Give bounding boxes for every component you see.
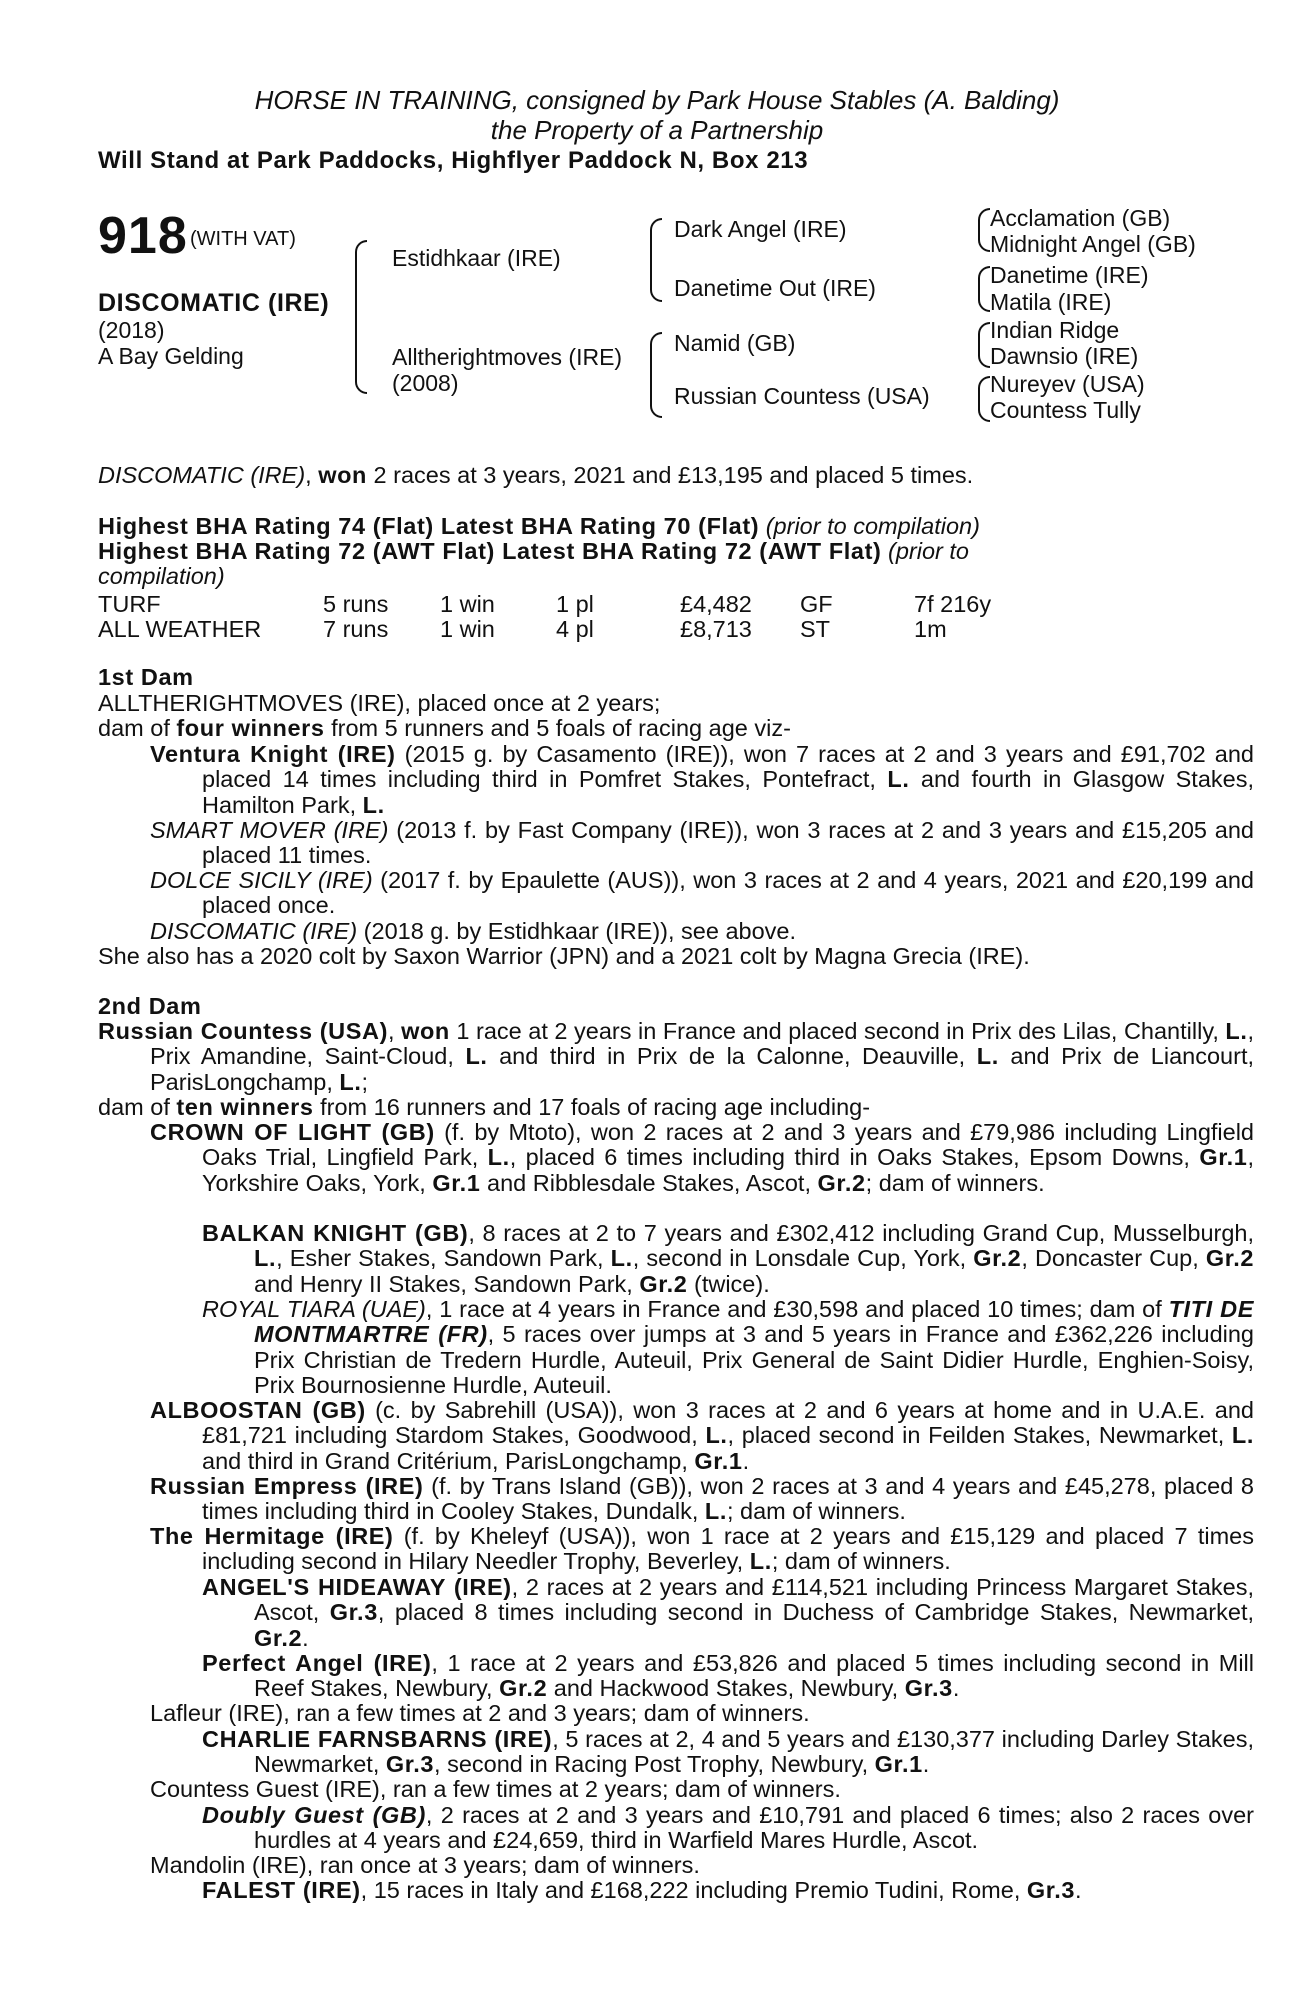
ggdam-3: Dawnsio (IRE) xyxy=(990,343,1139,369)
offspring-falest: FALEST (IRE), 15 races in Italy and £168,222 including Premio Tudini, Rome, Gr.3. xyxy=(202,1877,1082,1903)
record-going: ST xyxy=(800,616,831,642)
first-dam-line: ALLTHERIGHTMOVES (IRE), placed once at 2 years; xyxy=(98,690,661,716)
record-prize: £8,713 xyxy=(680,616,752,642)
first-dam-heading: 1st Dam xyxy=(98,664,194,690)
second-dam-russian-countess: Russian Countess (USA), won 1 race at 2 years in France and placed second in Prix des Lilas, Chantilly, L., Prix Amandine, Saint-Cloud, L. and third in Prix de la Calonne, Deauville, L. and Prix de Liancourt, ParisLongchamp, L.; xyxy=(98,1018,1255,1095)
record-prize: £4,482 xyxy=(680,591,752,617)
second-dam-heading: 2nd Dam xyxy=(98,993,202,1019)
vat-note: (WITH VAT) xyxy=(190,228,296,250)
bracket-g3 xyxy=(978,322,990,368)
record-placed: 1 pl xyxy=(556,591,594,617)
lot-number: 918 xyxy=(98,207,188,265)
bracket-g2 xyxy=(978,266,990,312)
ggdam-4: Countess Tully xyxy=(990,397,1141,423)
ggdam-1: Midnight Angel (GB) xyxy=(990,231,1196,257)
flat-rating: Highest BHA Rating 74 (Flat) Latest BHA Rating 70 (Flat) (prior to compilation) xyxy=(98,513,980,539)
record-going: GF xyxy=(800,591,833,617)
sire-dam: Danetime Out (IRE) xyxy=(674,275,876,301)
dam-sire: Namid (GB) xyxy=(674,330,796,356)
offspring-balkan-knight: BALKAN KNIGHT (GB), 8 races at 2 to 7 years and £302,412 including Grand Cup, Musselburgh, L., Esher Stakes, Sandown Park, L., second in Lonsdale Cup, York, Gr.2, Doncaster Cup, Gr.2 and Henry II Stakes, Sandown Park, Gr.2 (twice). xyxy=(202,1220,1255,1297)
bracket-g4 xyxy=(978,376,990,422)
offspring-alboostan: ALBOOSTAN (GB) (c. by Sabrehill (USA)), won 3 races at 2 and 6 years at home and in U.A.E. and £81,721 including Stardom Stakes, Goodwood, L., placed second in Feilden Stakes, Newmarket, L. and third in Grand Critérium, ParisLongchamp, Gr.1. xyxy=(150,1397,1255,1474)
offspring-discomatic: DISCOMATIC (IRE) (2018 g. by Estidhkaar (IRE)), see above. xyxy=(150,918,797,944)
dam-dam: Russian Countess (USA) xyxy=(674,383,930,409)
offspring-royal-tiara: ROYAL TIARA (UAE), 1 race at 4 years in France and £30,598 and placed 10 times; dam of TITI DE MONTMARTRE (FR), 5 races over jumps at 3 and 5 years in France and £362,226 including Prix Christian de Tredern Hurdle, Auteuil, Prix General de Saint Didier Hurdle, Enghien-Soisy, Prix Bournosienne Hurdle, Auteuil. xyxy=(202,1296,1255,1399)
bracket-g1 xyxy=(978,208,990,252)
offspring-charlie-farnsbarns: CHARLIE FARNSBARNS (IRE), 5 races at 2, 4 and 5 years and £130,377 including Darley Stakes, Newmarket, Gr.3, second in Racing Post Trophy, Newbury, Gr.1. xyxy=(202,1726,1255,1778)
record-wins: 1 win xyxy=(440,591,495,617)
offspring-lafleur: Lafleur (IRE), ran a few times at 2 and 3 years; dam of winners. xyxy=(150,1700,810,1726)
ggsire-1: Acclamation (GB) xyxy=(990,205,1171,231)
property-line: the Property of a Partnership xyxy=(490,115,824,145)
bracket-dam xyxy=(650,332,662,418)
dam-year: (2008) xyxy=(392,370,459,396)
foaling-year: (2018) xyxy=(98,317,165,343)
ggsire-4: Nureyev (USA) xyxy=(990,371,1145,397)
offspring-dolce-sicily: DOLCE SICILY (IRE) (2017 f. by Epaulette (AUS)), won 3 races at 2 and 4 years, 2021 and £20,199 and placed once. xyxy=(150,867,1254,919)
first-dam-also: She also has a 2020 colt by Saxon Warrior (JPN) and a 2021 colt by Magna Grecia (IRE). xyxy=(98,943,1030,969)
offspring-doubly-guest: Doubly Guest (GB), 2 races at 2 and 3 years and £10,791 and placed 6 times; also 2 races over hurdles at 4 years and £24,659, third in Warfield Mares Hurdle, Ascot. xyxy=(202,1802,1254,1854)
race-summary: DISCOMATIC (IRE), won 2 races at 3 years, 2021 and £13,195 and placed 5 times. xyxy=(98,462,974,488)
offspring-angels-hideaway: ANGEL'S HIDEAWAY (IRE), 2 races at 2 years and £114,521 including Princess Margaret Stakes, Ascot, Gr.3, placed 8 times including second in Duchess of Cambridge Stakes, Newmarket, Gr.2. xyxy=(202,1574,1255,1651)
bracket-gen1 xyxy=(355,240,367,394)
record-runs: 5 runs xyxy=(323,591,389,617)
second-dam-produce: dam of ten winners from 16 runners and 17 foals of racing age including- xyxy=(98,1094,871,1120)
awt-rating: Highest BHA Rating 72 (AWT Flat) Latest BHA Rating 72 (AWT Flat) (prior to compilation) xyxy=(98,538,969,590)
bracket-sire xyxy=(650,218,662,302)
offspring-russian-empress: Russian Empress (IRE) (f. by Trans Island (GB)), won 2 races at 3 and 4 years and £45,278, placed 8 times including third in Cooley Stakes, Dundalk, L.; dam of winners. xyxy=(150,1473,1255,1525)
offspring-countess-guest: Countess Guest (IRE), ran a few times at 2 years; dam of winners. xyxy=(150,1776,841,1802)
ggsire-3: Indian Ridge xyxy=(990,317,1120,343)
first-dam-produce: dam of four winners from 5 runners and 5 foals of racing age viz- xyxy=(98,715,791,741)
stand-line: Will Stand at Park Paddocks, Highflyer Paddock N, Box 213 xyxy=(98,147,809,174)
offspring-smart-mover: SMART MOVER (IRE) (2013 f. by Fast Company (IRE)), won 3 races at 2 and 3 years and £15,205 and placed 11 times. xyxy=(150,817,1254,869)
offspring-mandolin: Mandolin (IRE), ran once at 3 years; dam of winners. xyxy=(150,1852,700,1878)
offspring-perfect-angel: Perfect Angel (IRE), 1 race at 2 years and £53,826 and placed 5 times including second in Mill Reef Stakes, Newbury, Gr.2 and Hackwood Stakes, Newbury, Gr.3. xyxy=(202,1650,1255,1702)
consignment-line: HORSE IN TRAINING, consigned by Park House Stables (A. Balding) xyxy=(254,85,1060,115)
ggdam-2: Matila (IRE) xyxy=(990,289,1112,315)
sire-sire: Dark Angel (IRE) xyxy=(674,216,847,242)
record-placed: 4 pl xyxy=(556,616,594,642)
record-wins: 1 win xyxy=(440,616,495,642)
record-runs: 7 runs xyxy=(323,616,389,642)
dam: Alltherightmoves (IRE) xyxy=(392,344,623,370)
horse-description: A Bay Gelding xyxy=(98,343,244,369)
offspring-crown-of-light: CROWN OF LIGHT (GB) (f. by Mtoto), won 2 races at 2 and 3 years and £79,986 including Lingfield Oaks Trial, Lingfield Park, L., placed 6 times including third in Oaks Stakes, Epsom Downs, Gr.1, Yorkshire Oaks, York, Gr.1 and Ribblesdale Stakes, Ascot, Gr.2; dam of winners. xyxy=(150,1119,1254,1196)
horse-name: DISCOMATIC (IRE) xyxy=(98,289,330,317)
ggsire-2: Danetime (IRE) xyxy=(990,262,1149,288)
record-distance: 7f 216y xyxy=(914,591,992,617)
offspring-the-hermitage: The Hermitage (IRE) (f. by Kheleyf (USA)), won 1 race at 2 years and £15,129 and placed 7 times including second in Hilary Needler Trophy, Beverley, L.; dam of winners. xyxy=(150,1523,1254,1575)
record-surface: ALL WEATHER xyxy=(98,616,262,642)
record-surface: TURF xyxy=(98,591,161,617)
record-distance: 1m xyxy=(914,616,947,642)
offspring-ventura-knight: Ventura Knight (IRE) (2015 g. by Casamento (IRE)), won 7 races at 2 and 3 years and £91,702 and placed 14 times including third in Pomfret Stakes, Pontefract, L. and fourth in Glasgow Stakes, Hamilton Park, L. xyxy=(150,741,1254,818)
sire: Estidhkaar (IRE) xyxy=(392,245,561,271)
